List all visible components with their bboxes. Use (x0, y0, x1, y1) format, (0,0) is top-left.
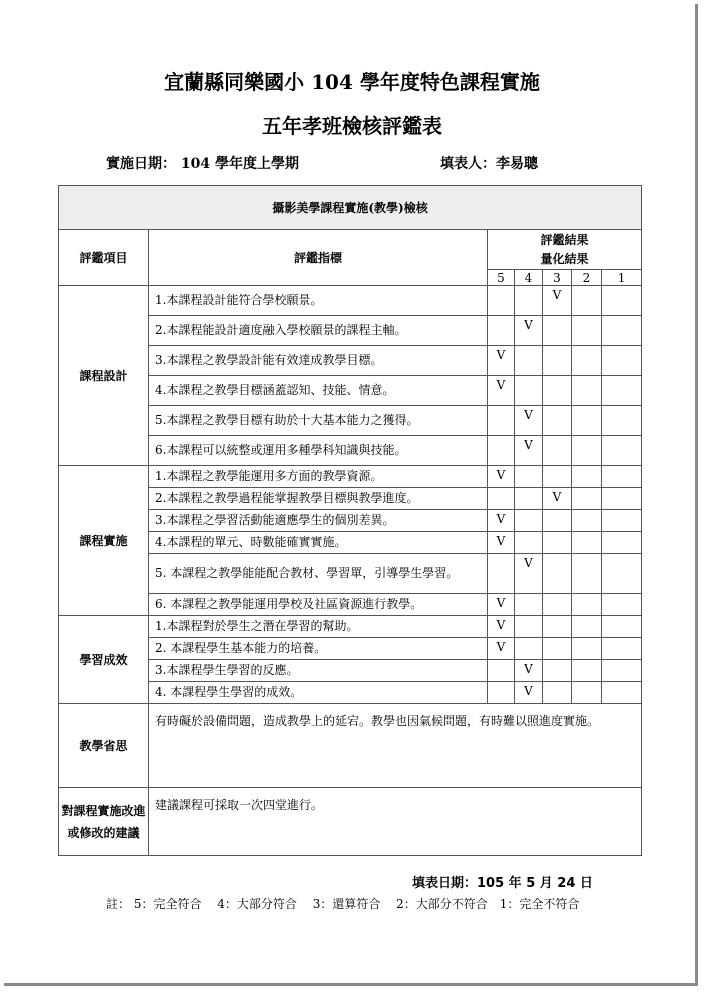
empty-score-cell (572, 510, 602, 532)
empty-score-cell (543, 510, 572, 532)
empty-score-cell (488, 316, 515, 346)
header-result (488, 230, 642, 270)
empty-score-cell (543, 638, 572, 660)
empty-score-cell (602, 436, 642, 466)
score-2: 2 (572, 270, 602, 286)
indicator-text: 6. 本課程之教學能運用學校及社區資源進行教學。 (149, 594, 488, 616)
fill-date: 填表日期：105 年 5 月 24 日 (412, 876, 593, 891)
indicator-text: 1.本課程設計能符合學校願景。 (149, 286, 488, 316)
empty-score-cell (543, 406, 572, 436)
empty-score-cell (602, 316, 642, 346)
score-legend-note: 註： 5：完全符合 4：大部分符合 3：還算符合 2：大部分不符合 1：完全不符合 (106, 897, 580, 911)
indicator-text: 1.本課程對於學生之潛在學習的幫助。 (149, 616, 488, 638)
score-4: 4 (515, 270, 543, 286)
implementation-date: 實施日期： 104 學年度上學期 (106, 156, 299, 172)
indicator-text: 2.本課程之教學過程能掌握教學目標與教學進度。 (149, 488, 488, 510)
header-item: 評鑑項目 (59, 230, 149, 286)
header-result-label: 評鑑結果 (540, 232, 589, 247)
empty-score-cell (515, 346, 543, 376)
indicator-text: 3.本課程之教學設計能有效達成教學目標。 (149, 346, 488, 376)
reflection-label: 教學省思 (59, 704, 149, 788)
empty-score-cell (515, 532, 543, 554)
empty-score-cell (572, 532, 602, 554)
empty-score-cell (488, 488, 515, 510)
empty-score-cell (572, 286, 602, 316)
check-mark: V (515, 660, 543, 682)
empty-score-cell (572, 436, 602, 466)
empty-score-cell (515, 510, 543, 532)
empty-score-cell (602, 554, 642, 594)
empty-score-cell (515, 286, 543, 316)
empty-score-cell (488, 682, 515, 704)
check-mark: V (543, 488, 572, 510)
indicator-text: 2. 本課程學生基本能力的培養。 (149, 638, 488, 660)
check-mark: V (488, 346, 515, 376)
document-title: 宜蘭縣同樂國小 104 學年度特色課程實施 (164, 70, 540, 94)
empty-score-cell (602, 286, 642, 316)
empty-score-cell (543, 376, 572, 406)
empty-score-cell (515, 488, 543, 510)
check-mark: V (543, 286, 572, 316)
category-label: 課程實施 (59, 466, 149, 616)
empty-score-cell (602, 594, 642, 616)
empty-score-cell (602, 616, 642, 638)
check-mark: V (488, 466, 515, 488)
empty-score-cell (572, 376, 602, 406)
empty-score-cell (515, 466, 543, 488)
indicator-text: 1.本課程之教學能運用多方面的教學資源。 (149, 466, 488, 488)
indicator-text: 5.本課程之教學目標有助於十大基本能力之獲得。 (149, 406, 488, 436)
empty-score-cell (572, 616, 602, 638)
indicator-text: 5. 本課程之教學能能配合教材、學習單，引導學生學習。 (149, 554, 488, 594)
check-mark: V (488, 532, 515, 554)
empty-score-cell (543, 316, 572, 346)
check-mark: V (515, 406, 543, 436)
empty-score-cell (515, 616, 543, 638)
empty-score-cell (515, 594, 543, 616)
indicator-text: 3.本課程學生學習的反應。 (149, 660, 488, 682)
indicator-text: 4.本課程的單元、時數能確實實施。 (149, 532, 488, 554)
check-mark: V (488, 616, 515, 638)
empty-score-cell (543, 466, 572, 488)
empty-score-cell (488, 286, 515, 316)
empty-score-cell (602, 682, 642, 704)
check-mark: V (515, 316, 543, 346)
empty-score-cell (602, 488, 642, 510)
empty-score-cell (488, 660, 515, 682)
empty-score-cell (602, 510, 642, 532)
filler-name: 填表人：李易聰 (440, 156, 538, 172)
empty-score-cell (572, 346, 602, 376)
score-5: 5 (488, 270, 515, 286)
section-title: 攝影美學課程實施(教學)檢核 (59, 186, 642, 230)
empty-score-cell (543, 594, 572, 616)
empty-score-cell (602, 346, 642, 376)
score-3: 3 (543, 270, 572, 286)
empty-score-cell (602, 532, 642, 554)
check-mark: V (488, 510, 515, 532)
empty-score-cell (488, 554, 515, 594)
suggestion-row (59, 788, 642, 856)
check-mark: V (515, 682, 543, 704)
reflection-row (59, 704, 642, 788)
indicator-text: 3.本課程之學習活動能適應學生的個別差異。 (149, 510, 488, 532)
score-1: 1 (602, 270, 642, 286)
empty-score-cell (572, 594, 602, 616)
table-row (59, 286, 642, 316)
empty-score-cell (543, 436, 572, 466)
suggestion-label: 對課程實施改進或修改的建議 (59, 788, 149, 856)
empty-score-cell (602, 638, 642, 660)
empty-score-cell (515, 376, 543, 406)
empty-score-cell (543, 554, 572, 594)
empty-score-cell (543, 346, 572, 376)
empty-score-cell (572, 406, 602, 436)
check-mark: V (515, 554, 543, 594)
empty-score-cell (602, 466, 642, 488)
empty-score-cell (543, 682, 572, 704)
empty-score-cell (602, 376, 642, 406)
category-label: 學習成效 (59, 616, 149, 704)
indicator-text: 4. 本課程學生學習的成效。 (149, 682, 488, 704)
empty-score-cell (572, 660, 602, 682)
table-row (59, 466, 642, 488)
indicator-text: 6.本課程可以統整或運用多種學科知識與技能。 (149, 436, 488, 466)
check-mark: V (488, 376, 515, 406)
empty-score-cell (488, 436, 515, 466)
empty-score-cell (488, 406, 515, 436)
evaluation-table (58, 185, 642, 856)
document-subtitle: 五年孝班檢核評鑑表 (262, 114, 442, 138)
indicator-text: 4.本課程之教學目標涵蓋認知、技能、情意。 (149, 376, 488, 406)
check-mark: V (488, 594, 515, 616)
empty-score-cell (543, 616, 572, 638)
empty-score-cell (572, 682, 602, 704)
category-label: 課程設計 (59, 286, 149, 466)
empty-score-cell (572, 488, 602, 510)
empty-score-cell (515, 638, 543, 660)
empty-score-cell (543, 532, 572, 554)
check-mark: V (488, 638, 515, 660)
empty-score-cell (572, 316, 602, 346)
table-row (59, 616, 642, 638)
check-mark: V (515, 436, 543, 466)
suggestion-text: 建議課程可採取一次四堂進行。 (149, 788, 642, 856)
empty-score-cell (572, 554, 602, 594)
empty-score-cell (543, 660, 572, 682)
header-quant-label: 量化結果 (540, 251, 589, 266)
indicator-text: 2.本課程能設計適度融入學校願景的課程主軸。 (149, 316, 488, 346)
empty-score-cell (602, 406, 642, 436)
empty-score-cell (572, 638, 602, 660)
empty-score-cell (572, 466, 602, 488)
reflection-text: 有時礙於設備問題，造成教學上的延宕。教學也因氣候問題，有時難以照進度實施。 (149, 704, 642, 788)
header-indicator: 評鑑指標 (149, 230, 488, 286)
empty-score-cell (602, 660, 642, 682)
